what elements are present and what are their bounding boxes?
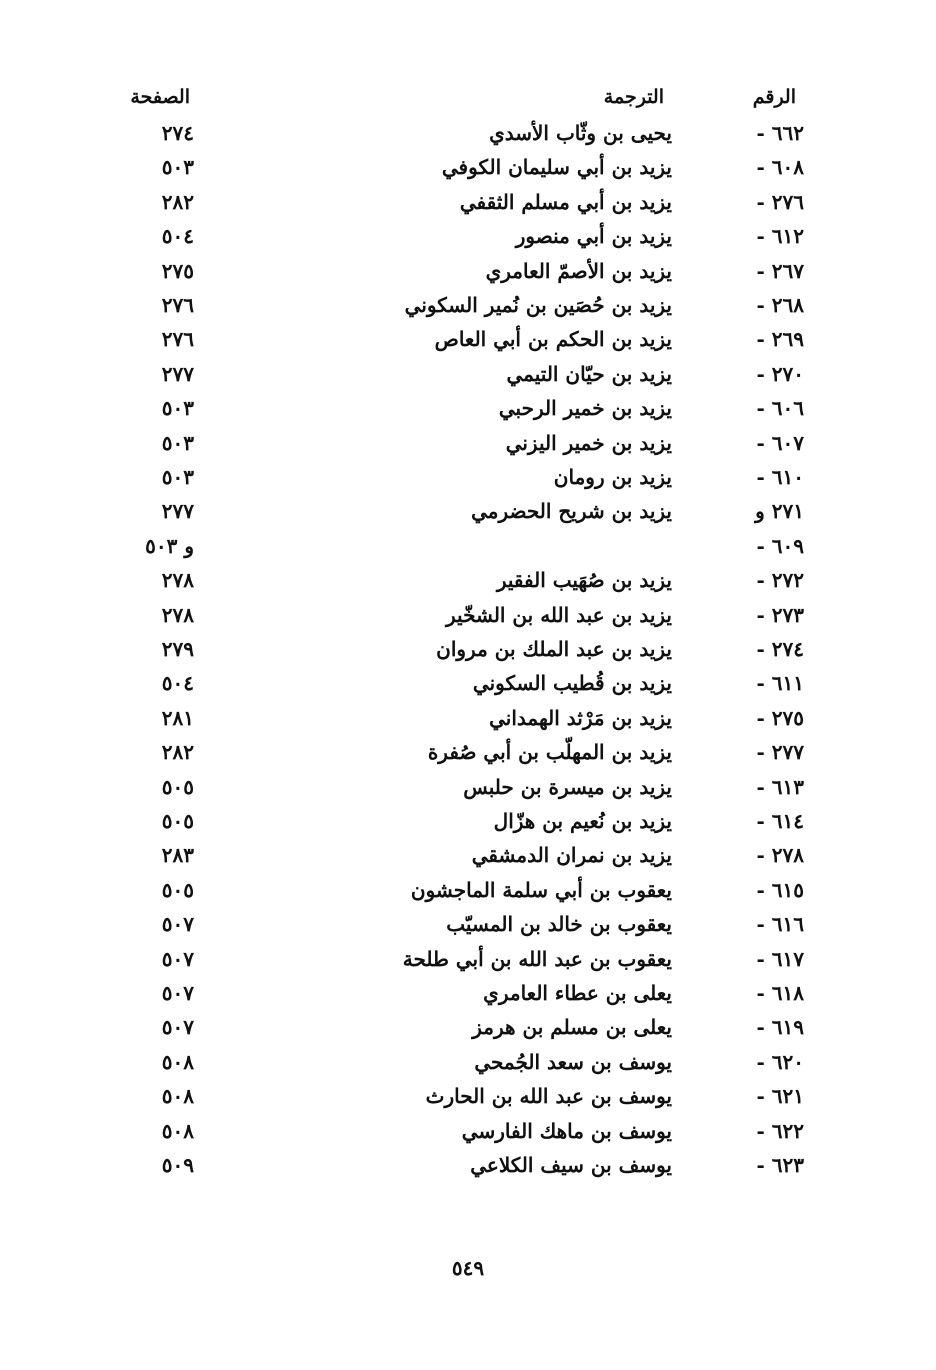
entry-page: ٥٠٤ bbox=[161, 671, 194, 696]
entry-name: يزيد بن عبد الملك بن مروان bbox=[436, 637, 672, 661]
entry-page: ٢٧٦ bbox=[161, 293, 194, 317]
table-row bbox=[0, 221, 936, 251]
entry-page: ٢٨١ bbox=[161, 705, 194, 730]
entry-number: ٦١٤ - bbox=[756, 809, 804, 833]
entry-page: ٥٠٥ bbox=[161, 877, 194, 902]
entry-name: يزيد بن أبي مسلم الثقفي bbox=[459, 189, 672, 214]
page-number: ٥٤٩ bbox=[451, 1256, 485, 1280]
entry-name: يزيد بن نمران الدمشقي bbox=[471, 843, 672, 868]
column-header-page: الصفحة bbox=[130, 86, 190, 108]
table-row bbox=[0, 875, 936, 905]
entry-name: يعقوب بن أبي سلمة الماجشون bbox=[410, 877, 672, 902]
table-row bbox=[0, 634, 936, 664]
entry-name: يحيى بن وثّاب الأسدي bbox=[489, 121, 672, 145]
table-row bbox=[0, 565, 936, 595]
entry-name: يوسف بن عبد الله بن الحارث bbox=[425, 1084, 672, 1109]
entry-number: ٢٧٢ - bbox=[756, 568, 804, 593]
table-row bbox=[0, 531, 936, 561]
entry-name: يزيد بن حُصَين بن نُمير السكوني bbox=[404, 293, 672, 317]
table-row bbox=[0, 428, 936, 458]
entry-page: ٥٠٥ bbox=[161, 809, 194, 833]
entry-page: ٥٠٨ bbox=[161, 1084, 194, 1109]
entry-page: ٢٨٢ bbox=[161, 740, 194, 765]
entry-page: ٢٧٨ bbox=[161, 602, 194, 627]
entry-page: ٥٠٤ bbox=[161, 224, 194, 249]
entry-page: ٢٧٨ bbox=[161, 568, 194, 593]
table-row bbox=[0, 840, 936, 870]
table-row bbox=[0, 1081, 936, 1111]
entry-name: يوسف بن ماهك الفارسي bbox=[461, 1118, 672, 1143]
entry-page: ٥٠٥ bbox=[161, 774, 194, 799]
table-row bbox=[0, 909, 936, 939]
entry-page: ٢٧٦ bbox=[161, 327, 194, 352]
column-header-number: الرقم bbox=[752, 86, 796, 108]
table-row bbox=[0, 256, 936, 286]
entry-page: ٥٠٧ bbox=[161, 1015, 194, 1040]
entry-number: ٦٠٦ - bbox=[756, 396, 804, 421]
entry-number: ٢٧٤ - bbox=[756, 637, 804, 661]
entry-page: ٢٧٧ bbox=[161, 499, 194, 524]
entry-number: ٢٧٧ - bbox=[756, 740, 804, 765]
entry-page: ٥٠٨ bbox=[161, 1118, 194, 1143]
entry-number: ٦١٥ - bbox=[756, 877, 804, 902]
entry-page: ٥٠٧ bbox=[161, 912, 194, 937]
entry-name: يعلى بن مسلم بن هرمز bbox=[472, 1015, 672, 1040]
entry-name: يعقوب بن عبد الله بن أبي طلحة bbox=[402, 946, 672, 971]
entry-number: ٦٦٢ - bbox=[756, 121, 804, 145]
entry-name: يزيد بن قُطيب السكوني bbox=[472, 671, 672, 696]
entry-page: ٥٠٣ bbox=[161, 155, 194, 180]
entry-name: يزيد بن أبي منصور bbox=[515, 224, 672, 249]
entry-page: ٥٠٣ bbox=[161, 430, 194, 455]
entry-number: ٦٢٢ - bbox=[756, 1118, 804, 1143]
entry-number: ٢٧٦ - bbox=[756, 189, 804, 214]
entry-number: ٦٢١ - bbox=[756, 1084, 804, 1109]
table-row bbox=[0, 152, 936, 182]
table-row bbox=[0, 118, 936, 148]
table-row bbox=[0, 290, 936, 320]
entry-number: ٦١٣ - bbox=[756, 774, 804, 799]
entry-number: ٢٦٩ - bbox=[756, 327, 804, 352]
entry-name: يزيد بن عبد الله بن الشخّير bbox=[446, 602, 672, 627]
entry-name: يزيد بن ميسرة بن حلبس bbox=[463, 774, 672, 799]
entry-number: ٦١٠ - bbox=[756, 465, 804, 489]
entry-number: ٢٧٥ - bbox=[756, 705, 804, 730]
entry-page: ٥٠٧ bbox=[161, 981, 194, 1005]
entry-name: يزيد بن الأصمّ العامري bbox=[485, 258, 672, 283]
table-row bbox=[0, 187, 936, 217]
entry-number: ٦٢٠ - bbox=[756, 1049, 804, 1074]
entry-name: يوسف بن سعد الجُمحي bbox=[474, 1049, 672, 1074]
entry-number: ٦٢٣ - bbox=[756, 1153, 804, 1177]
entry-page: ٢٧٧ bbox=[161, 361, 194, 386]
entry-name: يزيد بن الحكم بن أبي العاص bbox=[434, 327, 672, 352]
entry-name: يزيد بن نُعيم بن هزّال bbox=[493, 809, 672, 833]
table-row bbox=[0, 703, 936, 733]
entry-number: ٦١٦ - bbox=[756, 912, 804, 937]
entry-name: يزيد بن صُهَيب الفقير bbox=[496, 568, 672, 593]
table-row bbox=[0, 462, 936, 492]
table-row bbox=[0, 772, 936, 802]
entry-name: يزيد بن رومان bbox=[553, 465, 672, 489]
entry-name: يعلى بن عطاء العامري bbox=[483, 981, 672, 1005]
table-row bbox=[0, 806, 936, 836]
entry-number: ٢٧٨ - bbox=[756, 843, 804, 868]
entry-number: ٢٦٨ - bbox=[756, 293, 804, 317]
table-row bbox=[0, 737, 936, 767]
entry-page: ٢٧٩ bbox=[161, 637, 194, 661]
entry-name: يزيد بن مَرْثد الهمداني bbox=[489, 705, 672, 730]
entry-page: ٢٨٢ bbox=[161, 189, 194, 214]
entry-number: ٢٦٧ - bbox=[756, 258, 804, 283]
entry-number: ٢٧٠ - bbox=[756, 361, 804, 386]
entry-name: يوسف بن سيف الكلاعي bbox=[470, 1153, 672, 1177]
entry-number: ٦١١ - bbox=[756, 671, 804, 696]
entry-number: ٦١٢ - bbox=[756, 224, 804, 249]
table-row bbox=[0, 944, 936, 974]
entry-page: ٥٠٣ bbox=[161, 396, 194, 421]
entry-name: يزيد بن خمير الرحبي bbox=[498, 396, 672, 421]
entry-page: ٢٨٣ bbox=[161, 843, 194, 868]
table-row bbox=[0, 1012, 936, 1042]
table-row bbox=[0, 393, 936, 423]
entry-number: ٦١٨ - bbox=[756, 981, 804, 1005]
entry-page: ٥٠٣ bbox=[161, 465, 194, 489]
entry-number: ٦١٩ - bbox=[756, 1015, 804, 1040]
table-row bbox=[0, 496, 936, 526]
entry-page: ٢٧٤ bbox=[161, 121, 194, 145]
entry-number: ٦٠٨ - bbox=[756, 155, 804, 180]
entry-name: يزيد بن حيّان التيمي bbox=[506, 361, 672, 386]
entry-number: ٢٧١ و bbox=[755, 499, 804, 524]
entry-number: ٦١٧ - bbox=[756, 946, 804, 971]
entry-page: ٥٠٨ bbox=[161, 1049, 194, 1074]
entry-number: ٢٧٣ - bbox=[756, 602, 804, 627]
entry-name: يزيد بن أبي سليمان الكوفي bbox=[441, 155, 672, 180]
table-row bbox=[0, 1116, 936, 1146]
table-row bbox=[0, 600, 936, 630]
table-row bbox=[0, 978, 936, 1008]
table-row bbox=[0, 1150, 936, 1180]
entry-page: ٥٠٧ bbox=[161, 946, 194, 971]
entry-page: و ٥٠٣ bbox=[145, 533, 194, 558]
entry-name: يزيد بن خمير اليزني bbox=[505, 430, 672, 455]
column-header-name: الترجمة bbox=[603, 86, 664, 108]
entry-name: يزيد بن شريح الحضرمي bbox=[471, 499, 672, 524]
table-row bbox=[0, 1047, 936, 1077]
entry-number: ٦٠٧ - bbox=[756, 430, 804, 455]
table-row bbox=[0, 668, 936, 698]
table-row bbox=[0, 324, 936, 354]
entry-page: ٢٧٥ bbox=[161, 258, 194, 283]
entry-number: ٦٠٩ - bbox=[756, 533, 804, 558]
entry-name: يعقوب بن خالد بن المسيّب bbox=[446, 912, 672, 937]
entry-name: يزيد بن المهلّب بن أبي صُفرة bbox=[427, 740, 672, 765]
entry-page: ٥٠٩ bbox=[161, 1153, 194, 1177]
table-row bbox=[0, 359, 936, 389]
